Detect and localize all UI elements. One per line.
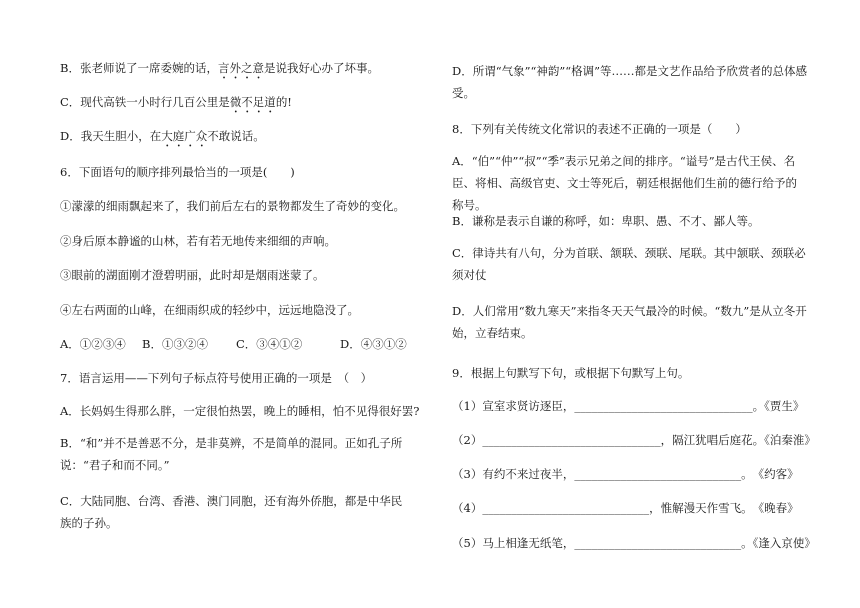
q5b-text-pre: B．张老师说了一席委婉的话， <box>60 61 218 75</box>
q5c-text-pre: C．现代高铁一小时行几百公里是 <box>60 95 230 109</box>
q7-option-b: B．“和”并不是善恶不分，是非莫辨，不是简单的混同。正如孔子所说：“君子和而不同。” <box>60 436 403 472</box>
q6-stem: 6．下面语句的顺序排列最恰当的一项是( ) <box>60 165 295 179</box>
q7-option-c: C．大陆同胞、台湾、香港、澳门同胞，还有海外侨胞，都是中华民族的子孙。 <box>60 494 403 530</box>
q6-option-b: B．①③②④ <box>142 337 208 351</box>
q7-stem: 7．语言运用——下列句子标点符号使用正确的一项是 （ ） <box>60 371 373 385</box>
q7-option-d: D．所谓“气象”“神韵”“格调”等……都是文艺作品给予欣赏者的总体感受。 <box>452 64 807 100</box>
q9-item-3: （3）有约不来过夜半，_____________________________。 《约客》 <box>452 467 799 481</box>
q5c-text-post: 的! <box>275 95 292 109</box>
q6-option-c: C．③④①② <box>236 337 303 351</box>
q8-option-d: D．人们常用“数九寒天”来指冬天天气最冷的时候。“数九”是从立冬开始，立春结束。 <box>452 304 807 340</box>
q8-option-a: A．“伯”“仲”“叔”“季”表示兄弟之间的排序。“谥号”是古代王侯、名臣、将相、高级官吏、文士等死后，朝廷根据他们生前的德行给予的称号。 <box>452 154 797 212</box>
q9-item-1: （1）宣室求贤访逐臣，_______________________________。《贾生》 <box>452 399 805 413</box>
q6-sentence-2: ②身后原本静谧的山林，若有若无地传来细细的声响。 <box>60 234 336 248</box>
q5b-text-post: 是说我好心办了坏事。 <box>263 61 379 75</box>
q5-option-b <box>60 60 379 82</box>
q6-option-d: D．④③①② <box>340 337 407 351</box>
q9-item-5: （5）马上相逢无纸笔，_____________________________。《逢入京使》 <box>452 536 816 550</box>
q5d-text-pre: D．我天生胆小，在 <box>60 129 162 143</box>
q8-option-b: B．谦称是表示自谦的称呼，如：卑职、愚、不才、鄙人等。 <box>452 214 760 228</box>
q6-sentence-3: ③眼前的湖面刚才澄碧明丽，此时却是烟雨迷蒙了。 <box>60 268 325 282</box>
q5b-dotted-idiom: 言外之意 <box>217 61 264 75</box>
q5d-text-post: 不敢说话。 <box>207 129 265 143</box>
q5d-dotted-idiom: 大庭广众 <box>161 129 208 143</box>
q6-options <box>60 336 407 352</box>
q9-item-4: （4）_____________________________，惟解漫天作雪飞。 《晚春》 <box>452 501 799 515</box>
q6-sentence-4: ④左右两面的山峰，在细雨织成的轻纱中，远远地隐没了。 <box>60 303 359 317</box>
q5-option-c <box>60 94 292 116</box>
q8-stem: 8．下列有关传统文化常识的表述不正确的一项是（ ） <box>452 122 747 136</box>
q6-option-a: A．①②③④ <box>60 337 126 351</box>
q8-option-c: C．律诗共有八句，分为首联、颔联、颈联、尾联。其中颔联、颈联必须对仗 <box>452 246 806 282</box>
q7-option-a: A．长妈妈生得那么胖，一定很怕热罢，晚上的睡相，怕不见得很好罢? <box>60 404 420 418</box>
q5c-dotted-idiom: 微不足道 <box>229 95 276 109</box>
q6-sentence-1: ①濛濛的细雨飘起来了，我们前后左右的景物都发生了奇妙的变化。 <box>60 199 405 213</box>
q9-stem: 9．根据上句默写下句，或根据下句默写上句。 <box>452 366 690 380</box>
q9-item-2: （2）_______________________________，隔江犹唱后庭花。《泊秦淮》 <box>452 433 816 447</box>
q5-option-d <box>60 128 265 150</box>
